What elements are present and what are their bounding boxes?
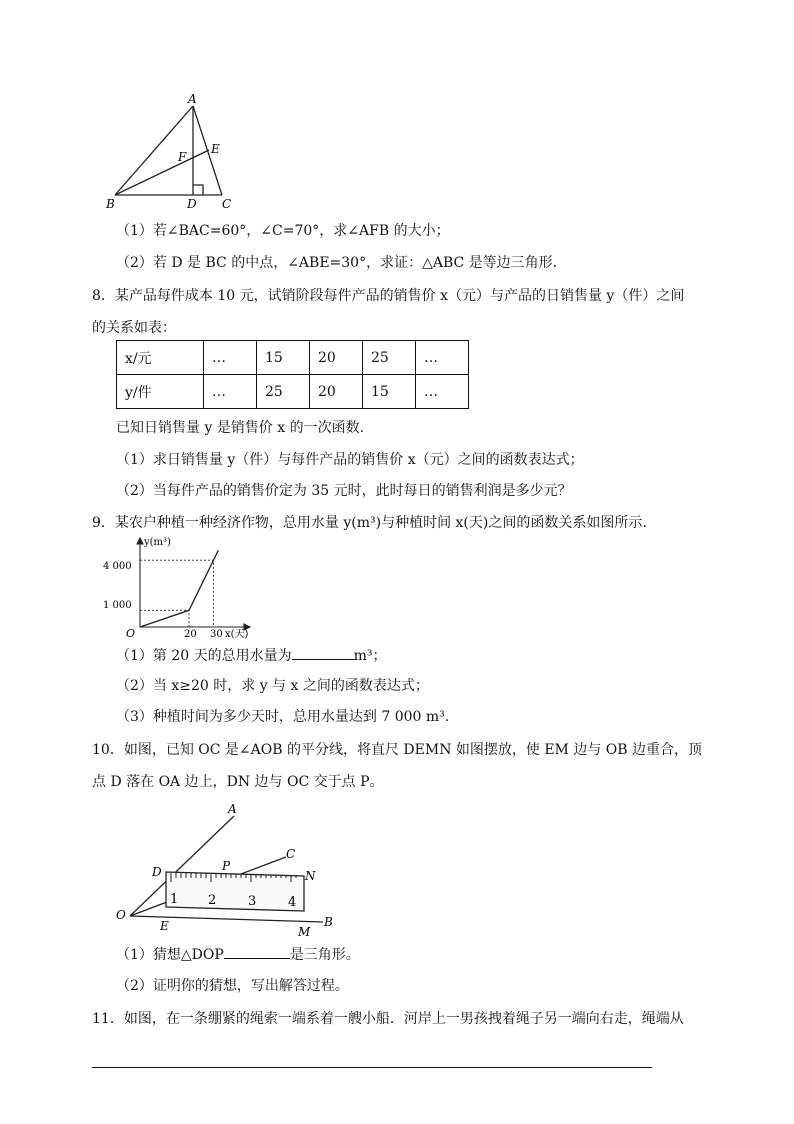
table-cell: 15 xyxy=(257,341,310,375)
q11-stem-line1: 11．如图，在一条绷紧的绳索一端系着一艘小船．河岸上一男孩拽着绳子另一端向右走，绳端从 xyxy=(92,1011,684,1027)
label-a: A xyxy=(228,802,237,816)
q7-part1: （1）若∠BAC=60°，∠C=70°，求∠AFB 的大小； xyxy=(116,223,450,239)
label-f: F xyxy=(178,150,187,164)
q9-part2: （2）当 x≥20 时，求 y 与 x 之间的函数表达式； xyxy=(116,678,429,694)
q9-part1 xyxy=(116,645,387,666)
q9-answer-blank[interactable] xyxy=(292,645,354,660)
q8-part1: （1）求日销售量 y（件）与每件产品的销售价 x（元）之间的函数表达式； xyxy=(116,452,584,468)
table-cell: 20 xyxy=(310,341,363,375)
table-cell: … xyxy=(204,375,257,409)
q10-part2: （2）证明你的猜想，写出解答过程。 xyxy=(116,978,349,994)
label-c: C xyxy=(286,847,296,861)
q10-answer-blank[interactable] xyxy=(224,944,290,959)
label-b: B xyxy=(106,197,115,211)
water-usage-line xyxy=(140,550,218,627)
table-cell: 25 xyxy=(363,341,416,375)
label-m: M xyxy=(298,925,311,939)
label-d: D xyxy=(187,197,197,211)
q7-part2: （2）若 D 是 BC 的中点，∠ABE=30°，求证：△ABC 是等边三角形. xyxy=(116,255,558,271)
q8-stem-line1: 8．某产品每件成本 10 元，试销阶段每件产品的销售价 x（元）与产品的日销售量 y（件）之间 xyxy=(92,288,685,304)
table-row xyxy=(117,375,469,409)
label-e: E xyxy=(211,142,220,156)
ruler-scale-1: 1 xyxy=(170,892,179,907)
label-c: C xyxy=(222,197,232,211)
ruler-scale-2: 2 xyxy=(208,893,217,908)
graph-origin-label: O xyxy=(126,627,136,640)
table-cell: x/元 xyxy=(117,341,204,375)
q8-part2: （2）当每件产品的销售价定为 35 元时，此时每日的销售利润是多少元？ xyxy=(116,483,572,499)
label-d: D xyxy=(152,865,162,879)
q8-stem-line2: 的关系如表： xyxy=(92,320,176,336)
graph-xtick-30: 30 xyxy=(210,629,223,640)
q8-note: 已知日销售量 y 是销售价 x 的一次函数. xyxy=(116,420,365,436)
graph-guide-line xyxy=(140,560,214,627)
footer-divider xyxy=(92,1067,652,1068)
label-o: O xyxy=(116,908,126,922)
q10-stem-line2: 点 D 落在 OA 边上，DN 边与 OC 交于点 P。 xyxy=(92,774,384,790)
graph-ytick-1000: 1 000 xyxy=(103,600,132,611)
label-b: B xyxy=(324,915,333,929)
table-cell: 25 xyxy=(257,375,310,409)
table-cell: 15 xyxy=(363,375,416,409)
q9-part1-unit: m³； xyxy=(353,648,387,664)
water-usage-graph xyxy=(100,530,270,645)
label-n: N xyxy=(305,869,316,883)
graph-y-axis-label: y(m³) xyxy=(144,537,171,548)
graph-ytick-4000: 4 000 xyxy=(103,561,132,572)
q10-part1-suffix: 是三角形。 xyxy=(289,947,360,963)
ruler-scale-4: 4 xyxy=(288,895,297,910)
graph-xtick-20: 20 xyxy=(184,629,197,640)
price-sales-table xyxy=(116,340,469,409)
label-e: E xyxy=(160,919,169,933)
ruler-angle-figure xyxy=(110,800,350,940)
q9-part3: （3）种植时间为多少天时，总用水量达到 7 000 m³. xyxy=(116,709,450,725)
label-a: A xyxy=(188,92,197,106)
q9-stem: 9．某农户种植一种经济作物，总用水量 y(m³)与种植时间 x(天)之间的函数关系如图所示. xyxy=(92,515,647,531)
table-cell: … xyxy=(416,341,469,375)
table-cell: … xyxy=(416,375,469,409)
table-cell: 20 xyxy=(310,375,363,409)
q9-part1-text: （1）第 20 天的总用水量为 xyxy=(116,648,292,664)
table-cell: … xyxy=(204,341,257,375)
q10-part1 xyxy=(116,944,360,965)
q10-part1-text: （1）猜想△DOP xyxy=(116,947,224,963)
graph-x-axis-label: x(天) xyxy=(225,629,249,640)
label-p: P xyxy=(222,859,231,873)
table-row xyxy=(117,341,469,375)
table-cell: y/件 xyxy=(117,375,204,409)
ruler-scale-3: 3 xyxy=(248,894,257,909)
q10-stem-line1: 10．如图，已知 OC 是∠AOB 的平分线，将直尺 DEMN 如图摆放，使 EM 边与 OB 边重合，顶 xyxy=(92,742,703,758)
triangle-figure xyxy=(100,88,250,213)
